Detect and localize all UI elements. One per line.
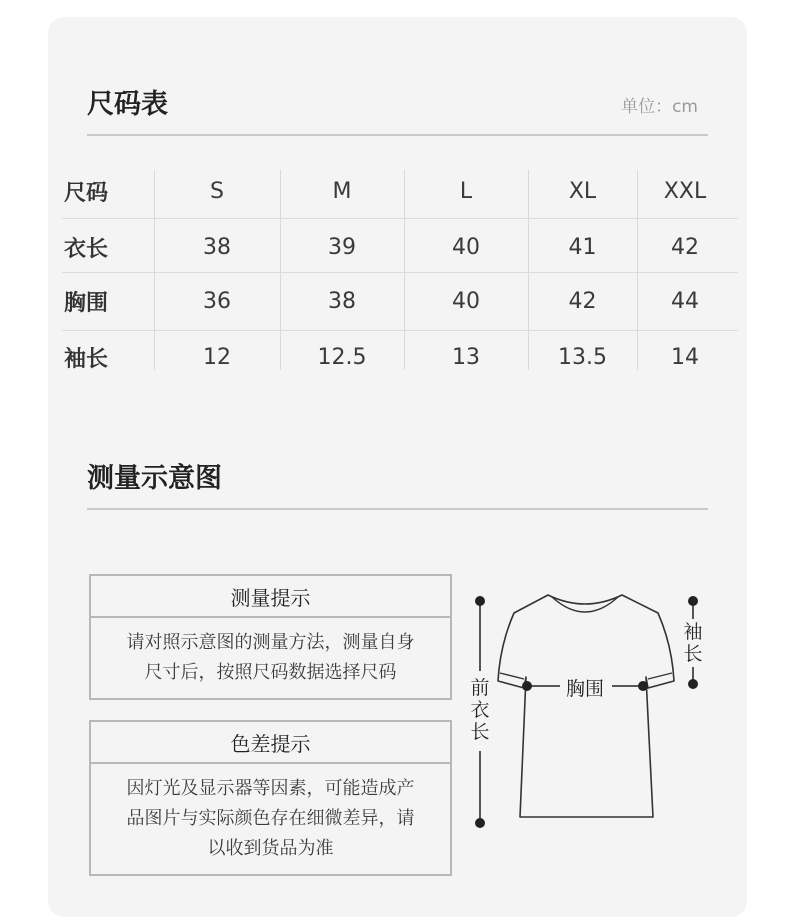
table-cell: 38 [203, 234, 231, 260]
row-divider [62, 218, 738, 219]
header-cell: S [210, 178, 224, 204]
tip-line: 品图片与实际颜色存在细微差异，请 [126, 808, 415, 829]
label-char: 长 [470, 721, 490, 743]
measure-divider [87, 508, 708, 510]
table-cell: 39 [328, 234, 356, 260]
table-cell: 14 [671, 344, 699, 370]
header-cell: M [332, 178, 352, 204]
tshirt-diagram [460, 585, 720, 845]
table-cell: 42 [568, 288, 597, 314]
table-cell: 41 [568, 234, 597, 260]
table-cell: 13 [452, 344, 480, 370]
tip-line: 请对照示意图的测量方法，测量自身 [126, 632, 415, 653]
tip-text [91, 764, 450, 874]
row-divider [62, 272, 738, 273]
size-chart-divider [87, 134, 708, 136]
label-char: 衣 [470, 699, 490, 721]
header-cell: XL [568, 178, 597, 204]
measure-tip-box [89, 574, 452, 700]
size-table [62, 166, 738, 372]
table-cell: 42 [671, 234, 699, 260]
chest-label: 胸围 [566, 678, 605, 700]
measure-title: 测量示意图 [87, 463, 222, 494]
label-char: 前 [470, 677, 490, 699]
header-cell: L [459, 178, 473, 204]
table-row [62, 332, 738, 382]
table-row [62, 222, 738, 272]
header-cell: XXL [663, 178, 707, 204]
tip-text [91, 618, 450, 698]
tip-title: 测量提示 [91, 576, 450, 618]
table-cell: 38 [328, 288, 356, 314]
tip-line: 以收到货品为准 [207, 838, 334, 859]
row-label: 衣长 [64, 236, 109, 262]
tip-title: 色差提示 [91, 722, 450, 764]
row-divider [62, 330, 738, 331]
table-cell: 40 [452, 234, 480, 260]
front-length-label [469, 677, 491, 743]
label-char: 袖 [683, 621, 703, 643]
table-cell: 12.5 [317, 344, 367, 370]
label-char: 长 [683, 643, 703, 665]
header-cell: 尺码 [64, 180, 109, 206]
tip-line: 因灯光及显示器等因素，可能造成产 [126, 778, 415, 799]
table-cell: 13.5 [558, 344, 607, 370]
table-row [62, 276, 738, 326]
table-cell: 12 [203, 344, 231, 370]
tip-line: 尺寸后，按照尺码数据选择尺码 [144, 662, 397, 683]
row-label: 袖长 [64, 346, 109, 372]
sleeve-length-label [682, 621, 704, 665]
tshirt-icon [460, 585, 720, 845]
table-cell: 40 [452, 288, 480, 314]
color-tip-box [89, 720, 452, 876]
unit-label: 单位：cm [621, 97, 698, 117]
table-cell: 36 [203, 288, 231, 314]
row-label: 胸围 [64, 290, 109, 316]
table-header-row [62, 166, 738, 216]
size-chart-title: 尺码表 [87, 89, 168, 120]
table-cell: 44 [671, 288, 699, 314]
